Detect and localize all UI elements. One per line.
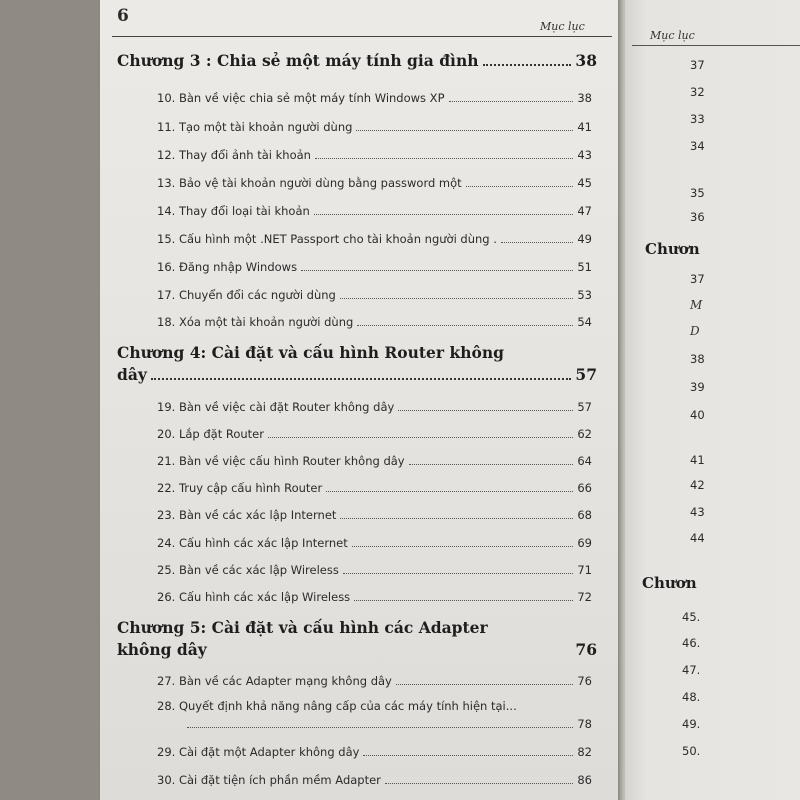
toc-entry[interactable] bbox=[157, 699, 592, 731]
entry-label: 13. Bảo vệ tài khoản người dùng bằng password một bbox=[157, 176, 462, 190]
right-number: 35 bbox=[690, 186, 705, 200]
entry-page: 43 bbox=[577, 148, 592, 162]
entry-page: 68 bbox=[577, 508, 592, 522]
toc-entry[interactable] bbox=[157, 481, 592, 495]
toc-entry[interactable] bbox=[157, 563, 592, 577]
entry-label: 19. Bàn về việc cài đặt Router không dây bbox=[157, 400, 395, 414]
leader-dots bbox=[357, 325, 573, 326]
chapter-title-line1: Chương 4: Cài đặt và cấu hình Router không bbox=[117, 343, 504, 362]
chapter-5-heading[interactable] bbox=[117, 617, 597, 661]
right-number: 49. bbox=[682, 717, 701, 731]
toc-entry[interactable] bbox=[157, 120, 592, 134]
toc-entry[interactable] bbox=[157, 745, 592, 759]
chapter-title: Chương 3 : Chia sẻ một máy tính gia đình bbox=[117, 51, 479, 70]
leader-dots bbox=[466, 186, 574, 187]
toc-entry[interactable] bbox=[157, 400, 592, 414]
leader-dots bbox=[326, 491, 573, 492]
toc-entry[interactable] bbox=[157, 590, 592, 604]
toc-entry[interactable] bbox=[157, 91, 592, 105]
leader-dots bbox=[151, 378, 572, 380]
leader-dots bbox=[409, 464, 574, 465]
right-number: 32 bbox=[690, 85, 705, 99]
entry-label: 15. Cấu hình một .NET Passport cho tài khoản người dùng . bbox=[157, 232, 497, 246]
chapter-title-line2: không dây bbox=[117, 640, 207, 659]
toc-entry[interactable] bbox=[157, 260, 592, 274]
entry-label: 29. Cài đặt một Adapter không dây bbox=[157, 745, 360, 759]
right-running-head: Mục lục bbox=[650, 29, 695, 42]
entry-label: 23. Bàn về các xác lập Internet bbox=[157, 508, 337, 522]
leader-dots bbox=[501, 242, 573, 243]
leader-dots bbox=[340, 518, 573, 519]
leader-dots bbox=[343, 573, 574, 574]
toc-entry[interactable] bbox=[157, 427, 592, 441]
header-rule bbox=[112, 36, 612, 37]
right-number: 36 bbox=[690, 210, 705, 224]
toc-entry[interactable] bbox=[157, 508, 592, 522]
leader-dots bbox=[268, 437, 573, 438]
toc-entry[interactable] bbox=[157, 232, 592, 246]
leader-dots bbox=[314, 214, 574, 215]
right-number: 41 bbox=[690, 453, 705, 467]
right-number: 46. bbox=[682, 636, 701, 650]
entry-page: 49 bbox=[577, 232, 592, 246]
right-number: 33 bbox=[690, 112, 705, 126]
right-number: 44 bbox=[690, 531, 705, 545]
entry-page: 78 bbox=[577, 717, 592, 731]
entry-page: 57 bbox=[577, 400, 592, 414]
entry-page: 54 bbox=[577, 315, 592, 329]
toc-entry[interactable] bbox=[157, 288, 592, 302]
leader-dots bbox=[396, 684, 573, 685]
toc-entry[interactable] bbox=[157, 674, 592, 688]
entry-page: 47 bbox=[577, 204, 592, 218]
right-number: 50. bbox=[682, 744, 701, 758]
entry-label: 14. Thay đổi loại tài khoản bbox=[157, 204, 310, 218]
right-number: 42 bbox=[690, 478, 705, 492]
entry-label: 24. Cấu hình các xác lập Internet bbox=[157, 536, 348, 550]
leader-dots bbox=[449, 101, 574, 102]
entry-label: 21. Bàn về việc cấu hình Router không dây bbox=[157, 454, 405, 468]
running-head: Mục lục bbox=[540, 20, 585, 33]
entry-page: 45 bbox=[577, 176, 592, 190]
chapter-page: 38 bbox=[575, 51, 597, 70]
leader-dots bbox=[356, 130, 573, 131]
toc-entry[interactable] bbox=[157, 204, 592, 218]
leader-dots bbox=[354, 600, 573, 601]
chapter-title-line1: Chương 5: Cài đặt và cấu hình các Adapter bbox=[117, 618, 488, 637]
entry-label: 25. Bàn về các xác lập Wireless bbox=[157, 563, 339, 577]
chapter-title-line2: dây bbox=[117, 365, 147, 384]
right-number: 45. bbox=[682, 610, 701, 624]
leader-dots bbox=[187, 727, 573, 728]
leader-dots bbox=[352, 546, 574, 547]
chapter-4-heading[interactable] bbox=[117, 342, 597, 386]
entry-label: 17. Chuyển đổi các người dùng bbox=[157, 288, 336, 302]
entry-page: 53 bbox=[577, 288, 592, 302]
right-number: 37 bbox=[690, 58, 705, 72]
chapter-page: 57 bbox=[575, 365, 597, 384]
right-page bbox=[625, 0, 800, 800]
entry-page: 51 bbox=[577, 260, 592, 274]
entry-label: 28. Quyết định khả năng nâng cấp của các máy tính hiện tại... bbox=[157, 699, 517, 713]
right-number: 34 bbox=[690, 139, 705, 153]
right-number: 47. bbox=[682, 663, 701, 677]
right-number: 38 bbox=[690, 352, 705, 366]
leader-dots bbox=[340, 298, 574, 299]
right-number: 40 bbox=[690, 408, 705, 422]
right-italic-text: M bbox=[690, 298, 703, 312]
leader-dots bbox=[483, 64, 572, 66]
leader-dots bbox=[363, 755, 573, 756]
leader-dots bbox=[398, 410, 573, 411]
entry-page: 76 bbox=[577, 674, 592, 688]
entry-label: 20. Lắp đặt Router bbox=[157, 427, 264, 441]
toc-entry[interactable] bbox=[157, 148, 592, 162]
entry-page: 62 bbox=[577, 427, 592, 441]
right-chapter-heading: Chươn bbox=[642, 574, 697, 592]
entry-label: 12. Thay đổi ảnh tài khoản bbox=[157, 148, 311, 162]
entry-label: 27. Bàn về các Adapter mạng không dây bbox=[157, 674, 392, 688]
entry-page: 86 bbox=[577, 773, 592, 787]
entry-page: 82 bbox=[577, 745, 592, 759]
right-italic-text: D bbox=[690, 324, 700, 338]
toc-entry[interactable] bbox=[157, 773, 592, 787]
entry-page: 69 bbox=[577, 536, 592, 550]
entry-page: 64 bbox=[577, 454, 592, 468]
entry-label: 16. Đăng nhập Windows bbox=[157, 260, 298, 274]
entry-page: 41 bbox=[577, 120, 592, 134]
right-number: 43 bbox=[690, 505, 705, 519]
right-number: 37 bbox=[690, 272, 705, 286]
chapter-3-heading[interactable] bbox=[117, 50, 597, 72]
entry-label: 10. Bàn về việc chia sẻ một máy tính Windows XP bbox=[157, 91, 445, 105]
toc-entry[interactable] bbox=[157, 315, 592, 329]
entry-label: 30. Cài đặt tiện ích phần mềm Adapter bbox=[157, 773, 381, 787]
leader-dots bbox=[315, 158, 573, 159]
entry-page: 66 bbox=[577, 481, 592, 495]
chapter-page: 76 bbox=[575, 640, 597, 659]
entry-label: 26. Cấu hình các xác lập Wireless bbox=[157, 590, 351, 604]
entry-label: 18. Xóa một tài khoản người dùng bbox=[157, 315, 354, 329]
toc-entry[interactable] bbox=[157, 176, 592, 190]
entry-page: 71 bbox=[577, 563, 592, 577]
entry-label: 11. Tạo một tài khoản người dùng bbox=[157, 120, 353, 134]
right-header-rule bbox=[632, 45, 800, 46]
toc-entry[interactable] bbox=[157, 536, 592, 550]
leader-dots bbox=[301, 270, 573, 271]
page-number: 6 bbox=[117, 6, 129, 26]
right-number: 39 bbox=[690, 380, 705, 394]
entry-page: 72 bbox=[577, 590, 592, 604]
entry-page: 38 bbox=[577, 91, 592, 105]
entry-label: 22. Truy cập cấu hình Router bbox=[157, 481, 323, 495]
right-chapter-heading: Chươn bbox=[645, 240, 700, 258]
right-number: 48. bbox=[682, 690, 701, 704]
leader-dots bbox=[385, 783, 573, 784]
toc-entry[interactable] bbox=[157, 454, 592, 468]
